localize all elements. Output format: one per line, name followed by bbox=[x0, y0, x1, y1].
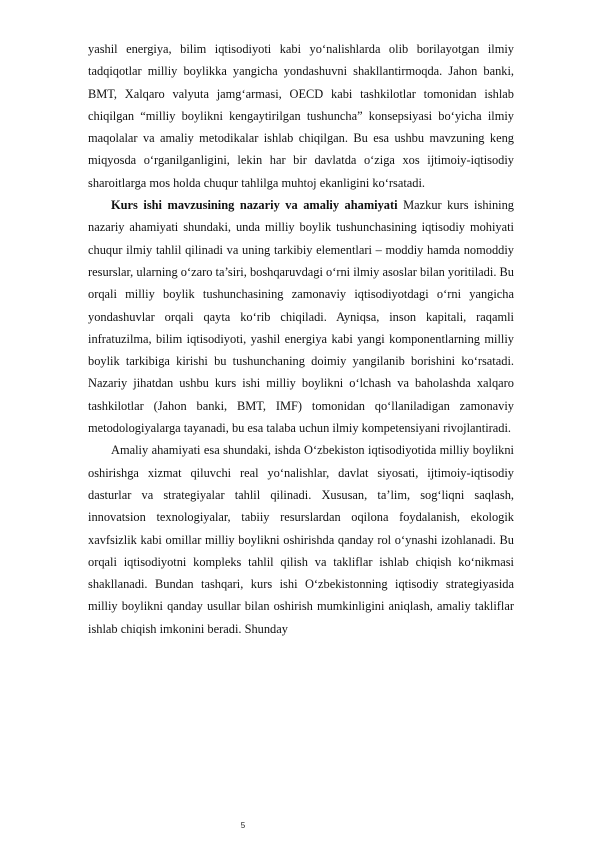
paragraph-text: Mazkur kurs ishining nazariy ahamiyati shundaki, unda milliy boylik tushunchasining iqtisodiy mohiyati chuqur ilmiy tahlil qilinadi va uning tarkibiy elementlari – moddiy hamda nomoddiy resurslar, ularning o‘zaro ta’siri, boshqaruvdagi o‘rni ilmiy asoslar bilan yoritiladi. Bu orqali milliy boylik tushunchasining zamonaviy iqtisodiyotdagi o‘rni yangicha yondashuvlar orqali qayta ko‘rib chiqiladi. Ayniqsa, inson kapitali, raqamli infratuzilma, bilim iqtisodiyoti, yashil energiya kabi yangi komponentlarning milliy boylik tarkibiga kirishi bu tushunchaning doimiy yangilanib borishini ko‘rsatadi. Nazariy jihatdan ushbu kurs ishi milliy boylikni o‘lchash va baholashda xalqaro tashkilotlar (Jahon banki, BMT, IMF) tomonidan qo‘llaniladigan zamonaviy metodologiyalarga tayanadi, bu esa talaba uchun ilmiy kompetensiyani rivojlantiradi. bbox=[88, 198, 514, 436]
paragraph-practical: Amaliy ahamiyati esa shundaki, ishda O‘zbekiston iqtisodiyotida milliy boylikni oshirishga xizmat qiluvchi real yo‘nalishlar, davlat siyosati, ijtimoiy-iqtisodiy dasturlar va strategiyalar tahlil qilinadi. Xususan, ta’lim, sog‘liqni saqlash, innovatsion texnologiyalar, tabiiy resurslardan oqilona foydalanish, ekologik xavfsizlik kabi omillar milliy boylikni oshirishda qanday rol o‘ynashi izohlanadi. Bu orqali iqtisodiyotni kompleks tahlil qilish va takliflar ishlab chiqish ko‘nikmasi shakllanadi. Bundan tashqari, kurs ishi O‘zbekistonning iqtisodiy strategiyasida milliy boylikni qanday usullar bilan oshirish mumkinligini aniqlash, amaliy takliflar ishlab chiqish imkonini beradi. Shunday bbox=[88, 443, 514, 636]
paragraph-continuation: yashil energiya, bilim iqtisodiyoti kabi yo‘nalishlarda olib borilayotgan ilmiy tadqiqotlar milliy boylikka yangicha yondashuvni shakllantirmoqda. Jahon banki, BMT, Xalqaro valyuta jamg‘armasi, OECD kabi tashkilotlar tomonidan ishlab chiqilgan “milliy boylikni kengaytirilgan tushuncha” konsepsiyasi bo‘yicha ilmiy maqolalar va amaliy metodikalar ishlab chiqilgan. Bu esa ushbu mavzuning keng miqyosda o‘rganilganligini, lekin har bir davlatda o‘ziga xos ijtimoiy-iqtisodiy sharoitlarga mos holda chuqur tahlilga muhtoj ekanligini ko‘rsatadi. bbox=[88, 42, 514, 190]
paragraph-significance bbox=[88, 194, 514, 439]
page-number: 5 bbox=[240, 821, 246, 830]
section-heading: Kurs ishi mavzusining nazariy va amaliy ahamiyati bbox=[111, 198, 398, 213]
document-body bbox=[88, 38, 514, 640]
